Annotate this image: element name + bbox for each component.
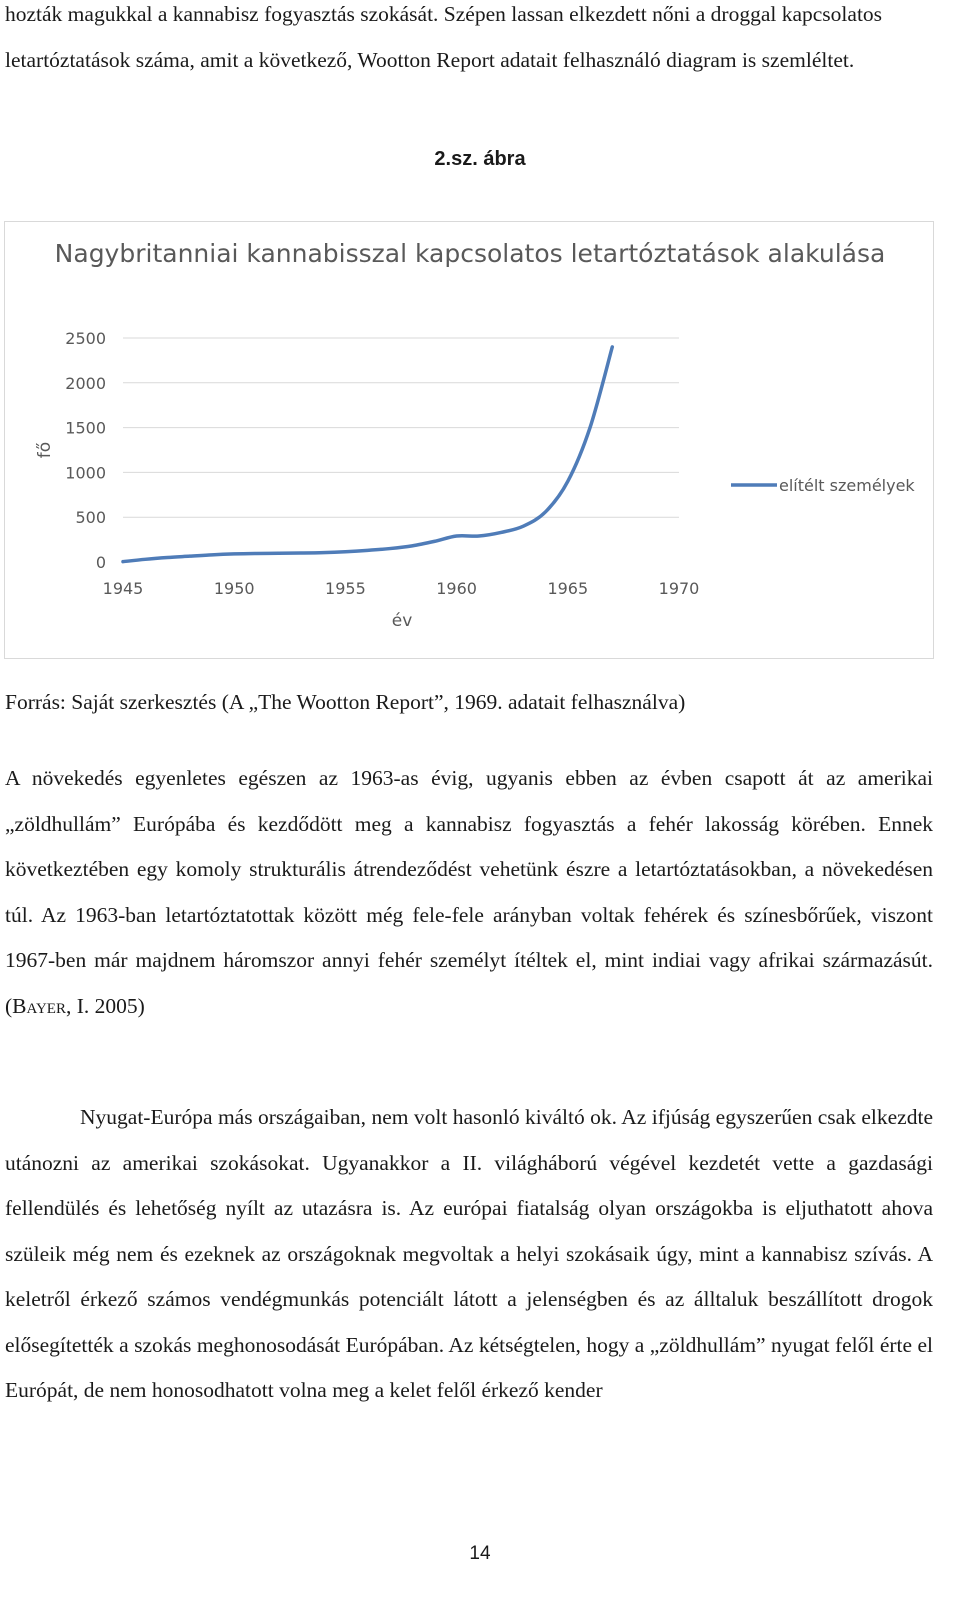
chart-container (4, 221, 934, 659)
x-tick-label: 1950 (213, 579, 255, 598)
x-tick-label: 1965 (547, 579, 589, 598)
x-tick-label: 1945 (102, 579, 144, 598)
x-axis-title: év (391, 611, 413, 631)
y-tick-label: 1500 (65, 418, 106, 438)
y-tick-label: 2500 (65, 329, 106, 348)
page-number: 14 (469, 1543, 491, 1564)
chart-title: Nagybritanniai kannabisszal kapcsolatos letartóztatások alakulása (54, 239, 886, 268)
x-tick-label: 1955 (325, 579, 366, 598)
body-paragraph-2 (5, 756, 933, 1029)
paragraph-text: A növekedés egyenletes egészen az 1963-as évig, ugyanis ebben az évben csapott át az amerikai „zöldhullám” Európába és kezdődött meg a kannabisz fogyasztás a fehér lakosság körében. Ennek következtében egy komoly strukturális átrendeződést vehetünk észre a letartóztatásokban, a növekedésen túl. Az 1963-ban letartóztatottak között még fele-fele arányban voltak fehérek és színesbőrűek, viszont 1967-ben már majdnem háromszor annyi fehér személyt ítéltek el, mint indiai vagy afrikai származásút. ( (5, 766, 933, 1018)
y-tick-label: 500 (75, 508, 106, 528)
x-tick-label: 1970 (658, 579, 700, 598)
line-chart (5, 222, 933, 658)
y-tick-label: 0 (95, 553, 106, 572)
x-tick-label: 1960 (436, 579, 477, 598)
y-tick-label: 2000 (65, 373, 106, 393)
paragraph-text: Nyugat-Európa más országaiban, nem volt hasonló kiváltó ok. Az ifjúság egyszerűen csak elkezdte utánozni az amerikai szokásokat. Ugyanakkor a II. világháború végével kezdetét vette a gazdasági fellendülés és lehetőség nyílt az utazásra is. Az európai fiatalság olyan országokba is eljuthatott ahova szüleik még nem és ezeknek az országoknak megvoltak a helyi szokásaik úgy, mint a kannabisz szívás. A keletről érkező számos vendégmunkás potenciált látott a jelenségben és az álltaluk beszállított drogok elősegítették a szokás meghonosodását Európában. Az kétségtelen, hogy a „zöldhullám” nyugat felől érte el Európát, de nem honosodhatott volna meg a kelet felől érkező kender (5, 1105, 933, 1402)
legend-label: elítélt személyek (779, 476, 915, 495)
series-line (123, 347, 612, 562)
author-citation: Bayer (12, 993, 66, 1018)
figure-caption: 2.sz. ábra (434, 148, 526, 170)
y-axis-title: fő (35, 441, 55, 459)
citation-year: , I. 2005) (65, 993, 145, 1018)
y-tick-label: 1000 (65, 463, 106, 483)
source-note: Forrás: Saját szerkesztés (A „The Wootton Report”, 1969. adatait felhasználva) (5, 690, 686, 714)
body-paragraph-3 (5, 1095, 933, 1414)
intro-paragraph: hozták magukkal a kannabisz fogyasztás szokását. Szépen lassan elkezdett nőni a droggal kapcsolatos letartóztatások száma, amit a következő, Wootton Report adatait felhasználó diagram is szemléltet. (5, 2, 883, 72)
